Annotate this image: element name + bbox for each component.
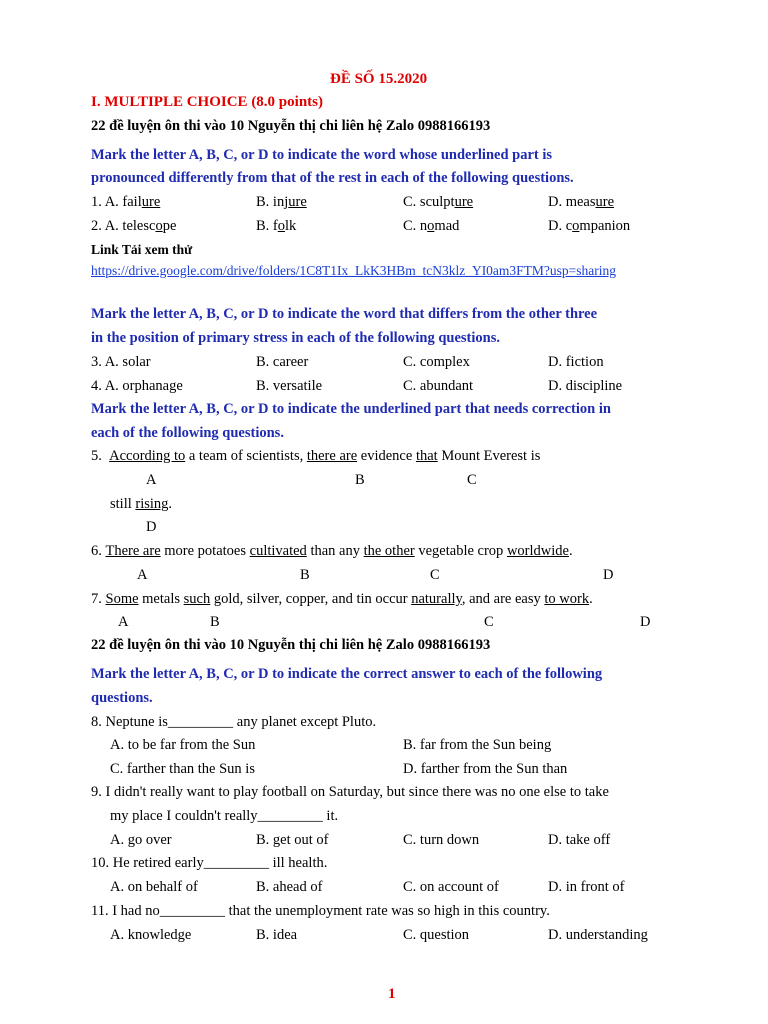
q5-sentence-line-2: still rising.: [110, 496, 173, 512]
q11-option-c: C. question: [403, 927, 470, 943]
q9-option-d: D. take off: [548, 832, 611, 848]
instruction-3-line-1: Mark the letter A, B, C, or D to indicate the underlined part that needs correction in: [91, 401, 611, 417]
q11-option-d: D. understanding: [548, 927, 648, 943]
q5-mark-d: D: [146, 519, 157, 535]
q10-stem: 10. He retired early_________ ill health.: [91, 855, 328, 871]
q1-option-d: D. measure: [548, 194, 615, 210]
q5-sentence-line-1: 5. According to a team of scientists, there are evidence that Mount Everest is: [91, 448, 541, 464]
q10-option-a: A. on behalf of: [110, 879, 198, 895]
q3-option-b: B. career: [256, 354, 309, 370]
instruction-1-line-2: pronounced differently from that of the rest in each of the following questions.: [91, 170, 574, 186]
q1-option-a: 1. A. failure: [91, 194, 161, 210]
link-label: Link Tải xem thử: [91, 242, 193, 257]
q10-option-c: C. on account of: [403, 879, 499, 895]
q2-option-a: 2. A. telescope: [91, 218, 177, 234]
download-link[interactable]: https://drive.google.com/drive/folders/1C8T1Ix_LkK3HBm_tcN3klz_YI0am3FTM?usp=sharing: [91, 263, 617, 278]
q4-option-b: B. versatile: [256, 378, 323, 394]
q7-mark-b: B: [210, 614, 220, 630]
q7-mark-c: C: [484, 614, 494, 630]
q9-stem-line-1: 9. I didn't really want to play football on Saturday, but since there was no one else to take: [91, 784, 609, 800]
q8-option-d: D. farther from the Sun than: [403, 761, 568, 777]
q3-option-d: D. fiction: [548, 354, 604, 370]
q3-option-c: C. complex: [403, 354, 470, 370]
instruction-2-line-1: Mark the letter A, B, C, or D to indicate the word that differs from the other three: [91, 306, 598, 322]
q10-option-d: D. in front of: [548, 879, 625, 895]
q11-stem: 11. I had no_________ that the unemployment rate was so high in this country.: [91, 903, 550, 919]
instruction-4-line-1: Mark the letter A, B, C, or D to indicate the correct answer to each of the following: [91, 666, 603, 682]
q8-option-a: A. to be far from the Sun: [110, 737, 256, 753]
q9-stem-line-2: my place I couldn't really_________ it.: [110, 808, 339, 824]
q9-option-c: C. turn down: [403, 832, 480, 848]
q7-sentence: 7. Some metals such gold, silver, copper, and tin occur naturally, and are easy to work.: [91, 591, 593, 607]
q6-mark-b: B: [300, 567, 310, 583]
q1-option-b: B. injure: [256, 194, 307, 210]
q6-sentence: 6. There are more potatoes cultivated than any the other vegetable crop worldwide.: [91, 543, 573, 559]
q6-mark-a: A: [137, 567, 148, 583]
instruction-3-line-2: each of the following questions.: [91, 425, 284, 441]
q9-option-b: B. get out of: [256, 832, 329, 848]
q10-option-b: B. ahead of: [256, 879, 323, 895]
instruction-2-line-2: in the position of primary stress in each of the following questions.: [91, 330, 500, 346]
q7-mark-a: A: [118, 614, 129, 630]
q8-stem: 8. Neptune is_________ any planet except Pluto.: [91, 714, 377, 730]
q3-option-a: 3. A. solar: [91, 354, 151, 370]
q8-option-c: C. farther than the Sun is: [110, 761, 255, 777]
instruction-4-line-2: questions.: [91, 690, 153, 706]
q5-mark-b: B: [355, 472, 365, 488]
q6-mark-d: D: [603, 567, 614, 583]
q4-option-a: 4. A. orphanage: [91, 378, 183, 394]
q9-option-a: A. go over: [110, 832, 172, 848]
q2-option-c: C. nomad: [403, 218, 460, 234]
q2-option-d: D. companion: [548, 218, 631, 234]
q8-option-b: B. far from the Sun being: [403, 737, 552, 753]
page-number: 1: [388, 986, 396, 1002]
q1-option-c: C. sculpture: [403, 194, 474, 210]
q11-option-a: A. knowledge: [110, 927, 192, 943]
q4-option-c: C. abundant: [403, 378, 474, 394]
q4-option-d: D. discipline: [548, 378, 623, 394]
q7-mark-d: D: [640, 614, 651, 630]
q5-mark-a: A: [146, 472, 157, 488]
q6-mark-c: C: [430, 567, 440, 583]
q2-option-b: B. folk: [256, 218, 297, 234]
instruction-1-line-1: Mark the letter A, B, C, or D to indicate the word whose underlined part is: [91, 147, 553, 163]
document-title: ĐỀ SỐ 15.2020: [330, 71, 428, 87]
q11-option-b: B. idea: [256, 927, 298, 943]
q5-mark-c: C: [467, 472, 477, 488]
promo-line-repeat: 22 đề luyện ôn thi vào 10 Nguyễn thị chi liên hệ Zalo 0988166193: [91, 637, 491, 653]
promo-line: 22 đề luyện ôn thi vào 10 Nguyễn thị chi liên hệ Zalo 0988166193: [91, 118, 491, 134]
section-heading: I. MULTIPLE CHOICE (8.0 points): [91, 94, 323, 110]
